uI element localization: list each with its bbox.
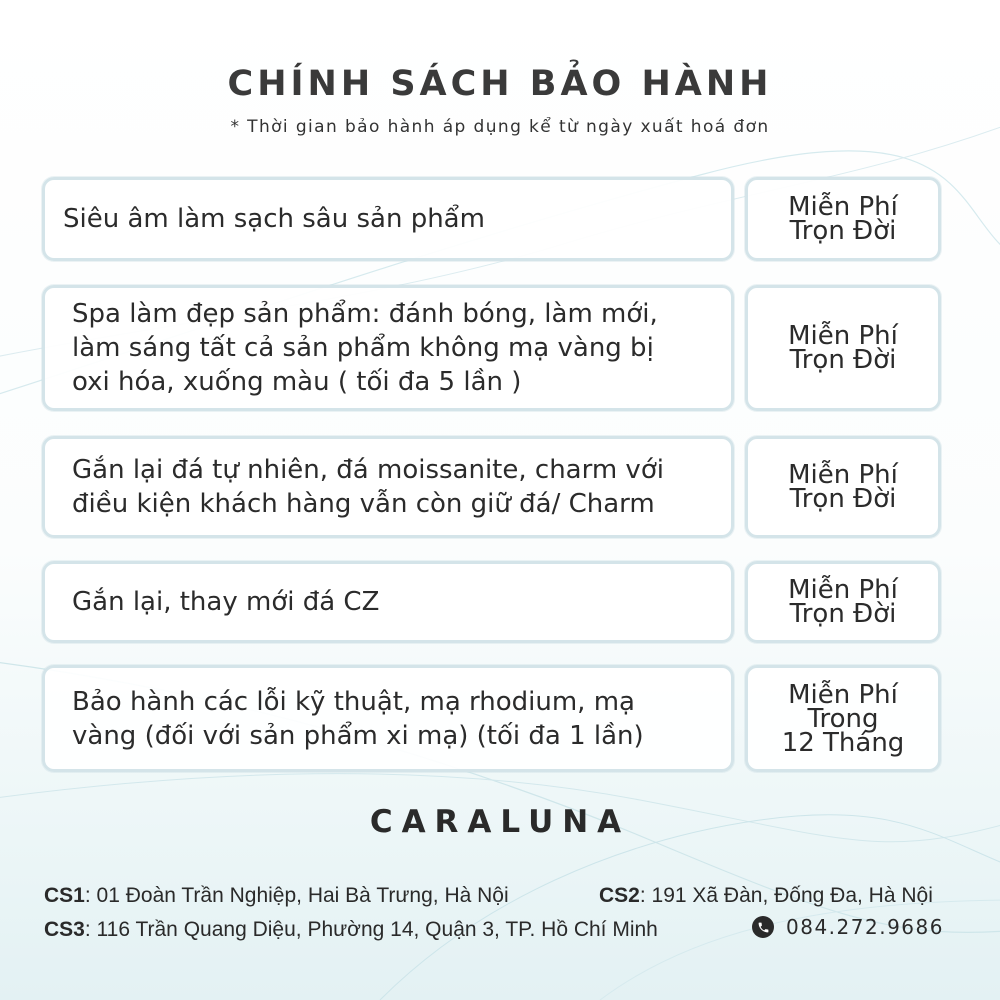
policy-description-line: Gắn lại, thay mới đá CZ (72, 587, 380, 617)
address-text: : 01 Đoàn Trần Nghiệp, Hai Bà Trưng, Hà Nội (84, 884, 509, 907)
policy-term-text: Miễn Phí Trong 12 Tháng (781, 679, 905, 758)
policy-description-line: oxi hóa, xuống màu ( tối đa 5 lần ) (72, 367, 522, 397)
policy-description-2 (42, 285, 734, 411)
phone-contact[interactable] (752, 915, 944, 939)
policy-description-3 (42, 436, 734, 538)
policy-description-line: Siêu âm làm sạch sâu sản phẩm (63, 204, 485, 234)
policy-description-5 (42, 665, 734, 772)
policy-term-5 (745, 665, 941, 772)
page-title: CHÍNH SÁCH BẢO HÀNH (227, 64, 773, 104)
policy-term-text: Miễn Phí Trọn Đời (788, 321, 898, 375)
policy-term-2 (745, 285, 941, 411)
address-cs1 (44, 884, 509, 908)
policy-description-line: vàng (đối với sản phẩm xi mạ) (tối đa 1 lần) (72, 720, 644, 751)
policy-term-text: Miễn Phí Trọn Đời (788, 575, 898, 629)
address-text: : 191 Xã Đàn, Đống Đa, Hà Nội (639, 884, 933, 907)
policy-term-text: Miễn Phí Trọn Đời (788, 460, 898, 514)
policy-description-4 (42, 561, 734, 643)
address-text: : 116 Trần Quang Diệu, Phường 14, Quận 3, TP. Hồ Chí Minh (84, 918, 658, 941)
phone-icon (752, 916, 774, 938)
page-subtitle: * Thời gian bảo hành áp dụng kể từ ngày xuất hoá đơn (230, 117, 770, 137)
policy-term-1 (745, 177, 941, 261)
address-cs2 (599, 884, 933, 908)
policy-description-line: làm sáng tất cả sản phẩm không mạ vàng bị (72, 333, 654, 363)
address-label: CS3 (44, 918, 85, 941)
policy-description-line: Gắn lại đá tự nhiên, đá moissanite, charm với (72, 455, 664, 485)
address-label: CS2 (599, 884, 640, 907)
policy-term-3 (745, 436, 941, 538)
brand-logo: CARALUNA (369, 804, 631, 840)
phone-number: 084.272.9686 (786, 915, 944, 939)
address-cs3 (44, 918, 658, 942)
policy-term-text: Miễn Phí Trọn Đời (788, 192, 898, 246)
policy-description-1 (42, 177, 734, 261)
policy-term-4 (745, 561, 941, 643)
policy-description-line: Bảo hành các lỗi kỹ thuật, mạ rhodium, mạ (72, 686, 635, 717)
address-label: CS1 (44, 884, 85, 907)
policy-description-line: Spa làm đẹp sản phẩm: đánh bóng, làm mới, (72, 299, 658, 329)
policy-description-line: điều kiện khách hàng vẫn còn giữ đá/ Charm (72, 489, 655, 519)
